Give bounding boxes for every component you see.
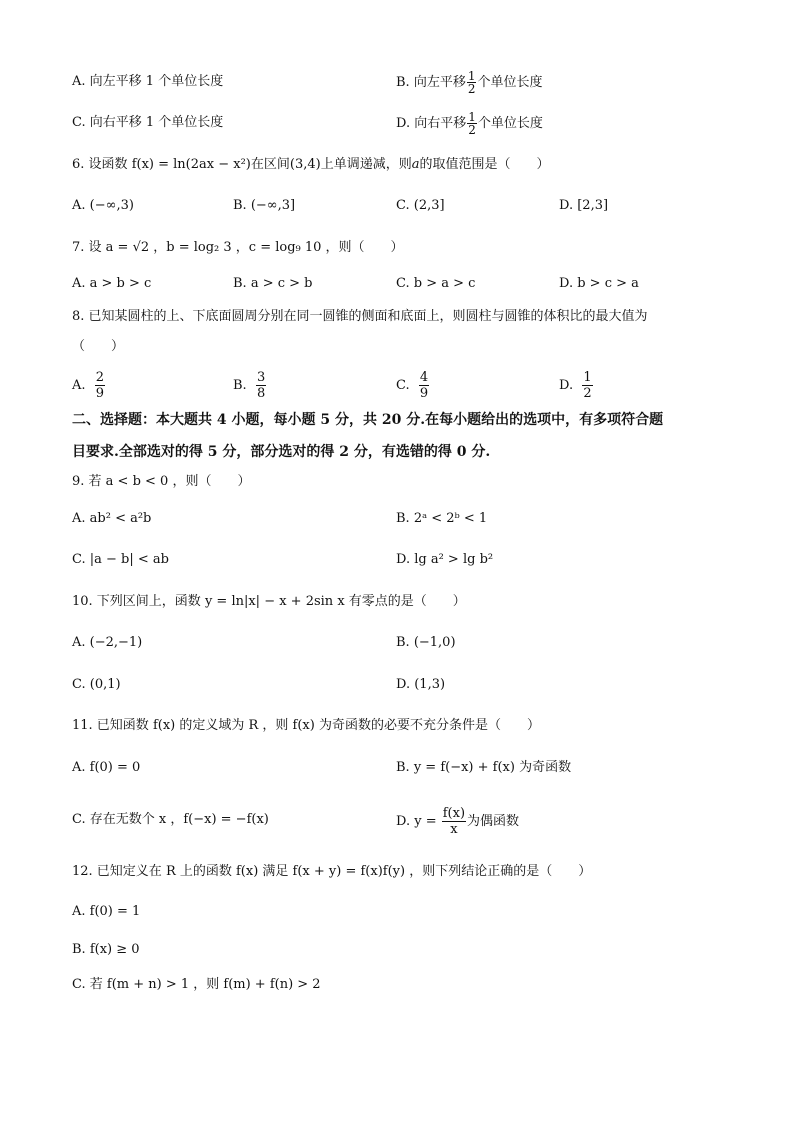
q10-option-c: C. (0,1) [72, 677, 121, 692]
q7-option-d: D. b > c > a [559, 276, 639, 291]
q10-stem: 10. 下列区间上，函数 y = ln|x| − x + 2sin x 有零点的是（ ） [72, 594, 466, 609]
q8-option-d [559, 370, 594, 401]
q8-option-c-den: 9 [419, 386, 429, 401]
q5-option-b-pre: B. 向左平移 [396, 75, 466, 90]
q8-option-b-fraction [256, 370, 266, 401]
q11-option-a: A. f(0) = 0 [72, 760, 141, 775]
q6-stem-pre: 6. 设函数 [72, 157, 128, 172]
q8-option-a-fraction [95, 370, 105, 401]
q6-stem-end: 的取值范围是（ ） [419, 157, 550, 172]
q6-interval: (3,4) [289, 157, 321, 172]
q7-option-b: B. a > c > b [233, 276, 313, 291]
q8-option-c-fraction [419, 370, 429, 401]
q11-option-d [396, 806, 519, 837]
q5-option-b-post: 个单位长度 [477, 75, 543, 90]
q8-option-c [396, 370, 430, 401]
q8-option-a [72, 370, 106, 401]
q9-option-c: C. |a − b| < ab [72, 552, 169, 567]
q5-option-a: A. 向左平移 1 个单位长度 [72, 74, 224, 89]
q6-stem [72, 153, 550, 177]
q7-option-c: C. b > a > c [396, 276, 476, 291]
q5-option-d-den: 2 [468, 123, 476, 137]
q9-option-b: B. 2ᵃ < 2ᵇ < 1 [396, 511, 488, 526]
section2-heading-line2: 目要求.全部选对的得 5 分，部分选对的得 2 分，有选错的得 0 分. [72, 444, 491, 460]
q6-function: f(x) = ln(2ax − x²) [131, 157, 251, 172]
q12-option-c: C. 若 f(m + n) > 1 ，则 f(m) + f(n) > 2 [72, 977, 321, 992]
q5-option-d-pre: D. 向右平移 [396, 116, 467, 131]
q10-option-d: D. (1,3) [396, 677, 446, 692]
q11-option-d-post: 为偶函数 [467, 814, 520, 829]
q8-option-c-label: C. [396, 378, 410, 393]
q8-option-d-label: D. [559, 378, 574, 393]
q6-stem-post: 上单调递减，则 [320, 157, 412, 172]
q9-stem: 9. 若 a < b < 0 ，则（ ） [72, 474, 251, 489]
q8-option-c-num: 4 [419, 370, 429, 385]
q8-option-d-fraction [582, 370, 592, 401]
q12-stem: 12. 已知定义在 R 上的函数 f(x) 满足 f(x + y) = f(x)f(y) ，则下列结论正确的是（ ） [72, 864, 592, 879]
q8-option-a-num: 2 [95, 370, 105, 385]
q5-option-b-num: 1 [467, 69, 476, 83]
q9-option-a: A. ab² < a²b [72, 511, 152, 526]
q5-option-d-num: 1 [468, 110, 476, 124]
q11-option-d-den: x [450, 822, 458, 837]
q6-stem-mid: 在区间 [250, 157, 290, 172]
q12-option-a: A. f(0) = 1 [72, 904, 141, 919]
q11-option-c: C. 存在无数个 x ，f(−x) = −f(x) [72, 812, 269, 827]
q5-option-b-fraction [467, 70, 477, 95]
q6-option-b: B. (−∞,3] [233, 198, 296, 213]
q8-stem-line2: （ ） [72, 339, 125, 354]
q11-option-b: B. y = f(−x) + f(x) 为奇函数 [396, 760, 572, 775]
q7-stem: 7. 设 a = √2 ，b = log₂ 3 ，c = log₉ 10 ，则（ ） [72, 240, 404, 255]
q5-option-c: C. 向右平移 1 个单位长度 [72, 115, 224, 130]
section2-heading-line1: 二、选择题：本大题共 4 小题，每小题 5 分，共 20 分.在每小题给出的选项中，有多项符合题 [72, 412, 664, 428]
q6-option-d: D. [2,3] [559, 198, 609, 213]
q8-option-a-label: A. [72, 378, 86, 393]
q8-option-b-den: 8 [256, 386, 266, 401]
q8-option-b-label: B. [233, 378, 247, 393]
q6-option-a: A. (−∞,3) [72, 198, 134, 213]
q11-stem: 11. 已知函数 f(x) 的定义域为 R ，则 f(x) 为奇函数的必要不充分条件是（ ） [72, 718, 540, 733]
q8-stem-line1: 8. 已知某圆柱的上、下底面圆周分别在同一圆锥的侧面和底面上，则圆柱与圆锥的体积比的最大值为 [72, 309, 648, 324]
q5-option-d-post: 个单位长度 [477, 116, 543, 131]
q5-option-d-fraction [467, 111, 477, 136]
q8-option-b-num: 3 [256, 370, 266, 385]
q6-option-c: C. (2,3] [396, 198, 445, 213]
q10-option-b: B. (−1,0) [396, 635, 456, 650]
q10-option-a: A. (−2,−1) [72, 635, 143, 650]
q12-option-b: B. f(x) ≥ 0 [72, 942, 140, 957]
q7-option-a: A. a > b > c [72, 276, 152, 291]
q8-option-d-den: 2 [583, 386, 592, 401]
q5-option-b [396, 70, 542, 95]
q11-option-d-fraction [442, 806, 466, 837]
q9-option-d: D. lg a² > lg b² [396, 552, 494, 567]
q8-option-a-den: 9 [95, 386, 105, 401]
q5-option-d [396, 111, 543, 136]
q11-option-d-pre: D. y = [396, 814, 437, 829]
q5-option-b-den: 2 [467, 82, 476, 96]
q8-option-b [233, 370, 267, 401]
q6-variable: a [411, 157, 420, 172]
q11-option-d-num: f(x) [442, 806, 466, 821]
q8-option-d-num: 1 [583, 370, 592, 385]
